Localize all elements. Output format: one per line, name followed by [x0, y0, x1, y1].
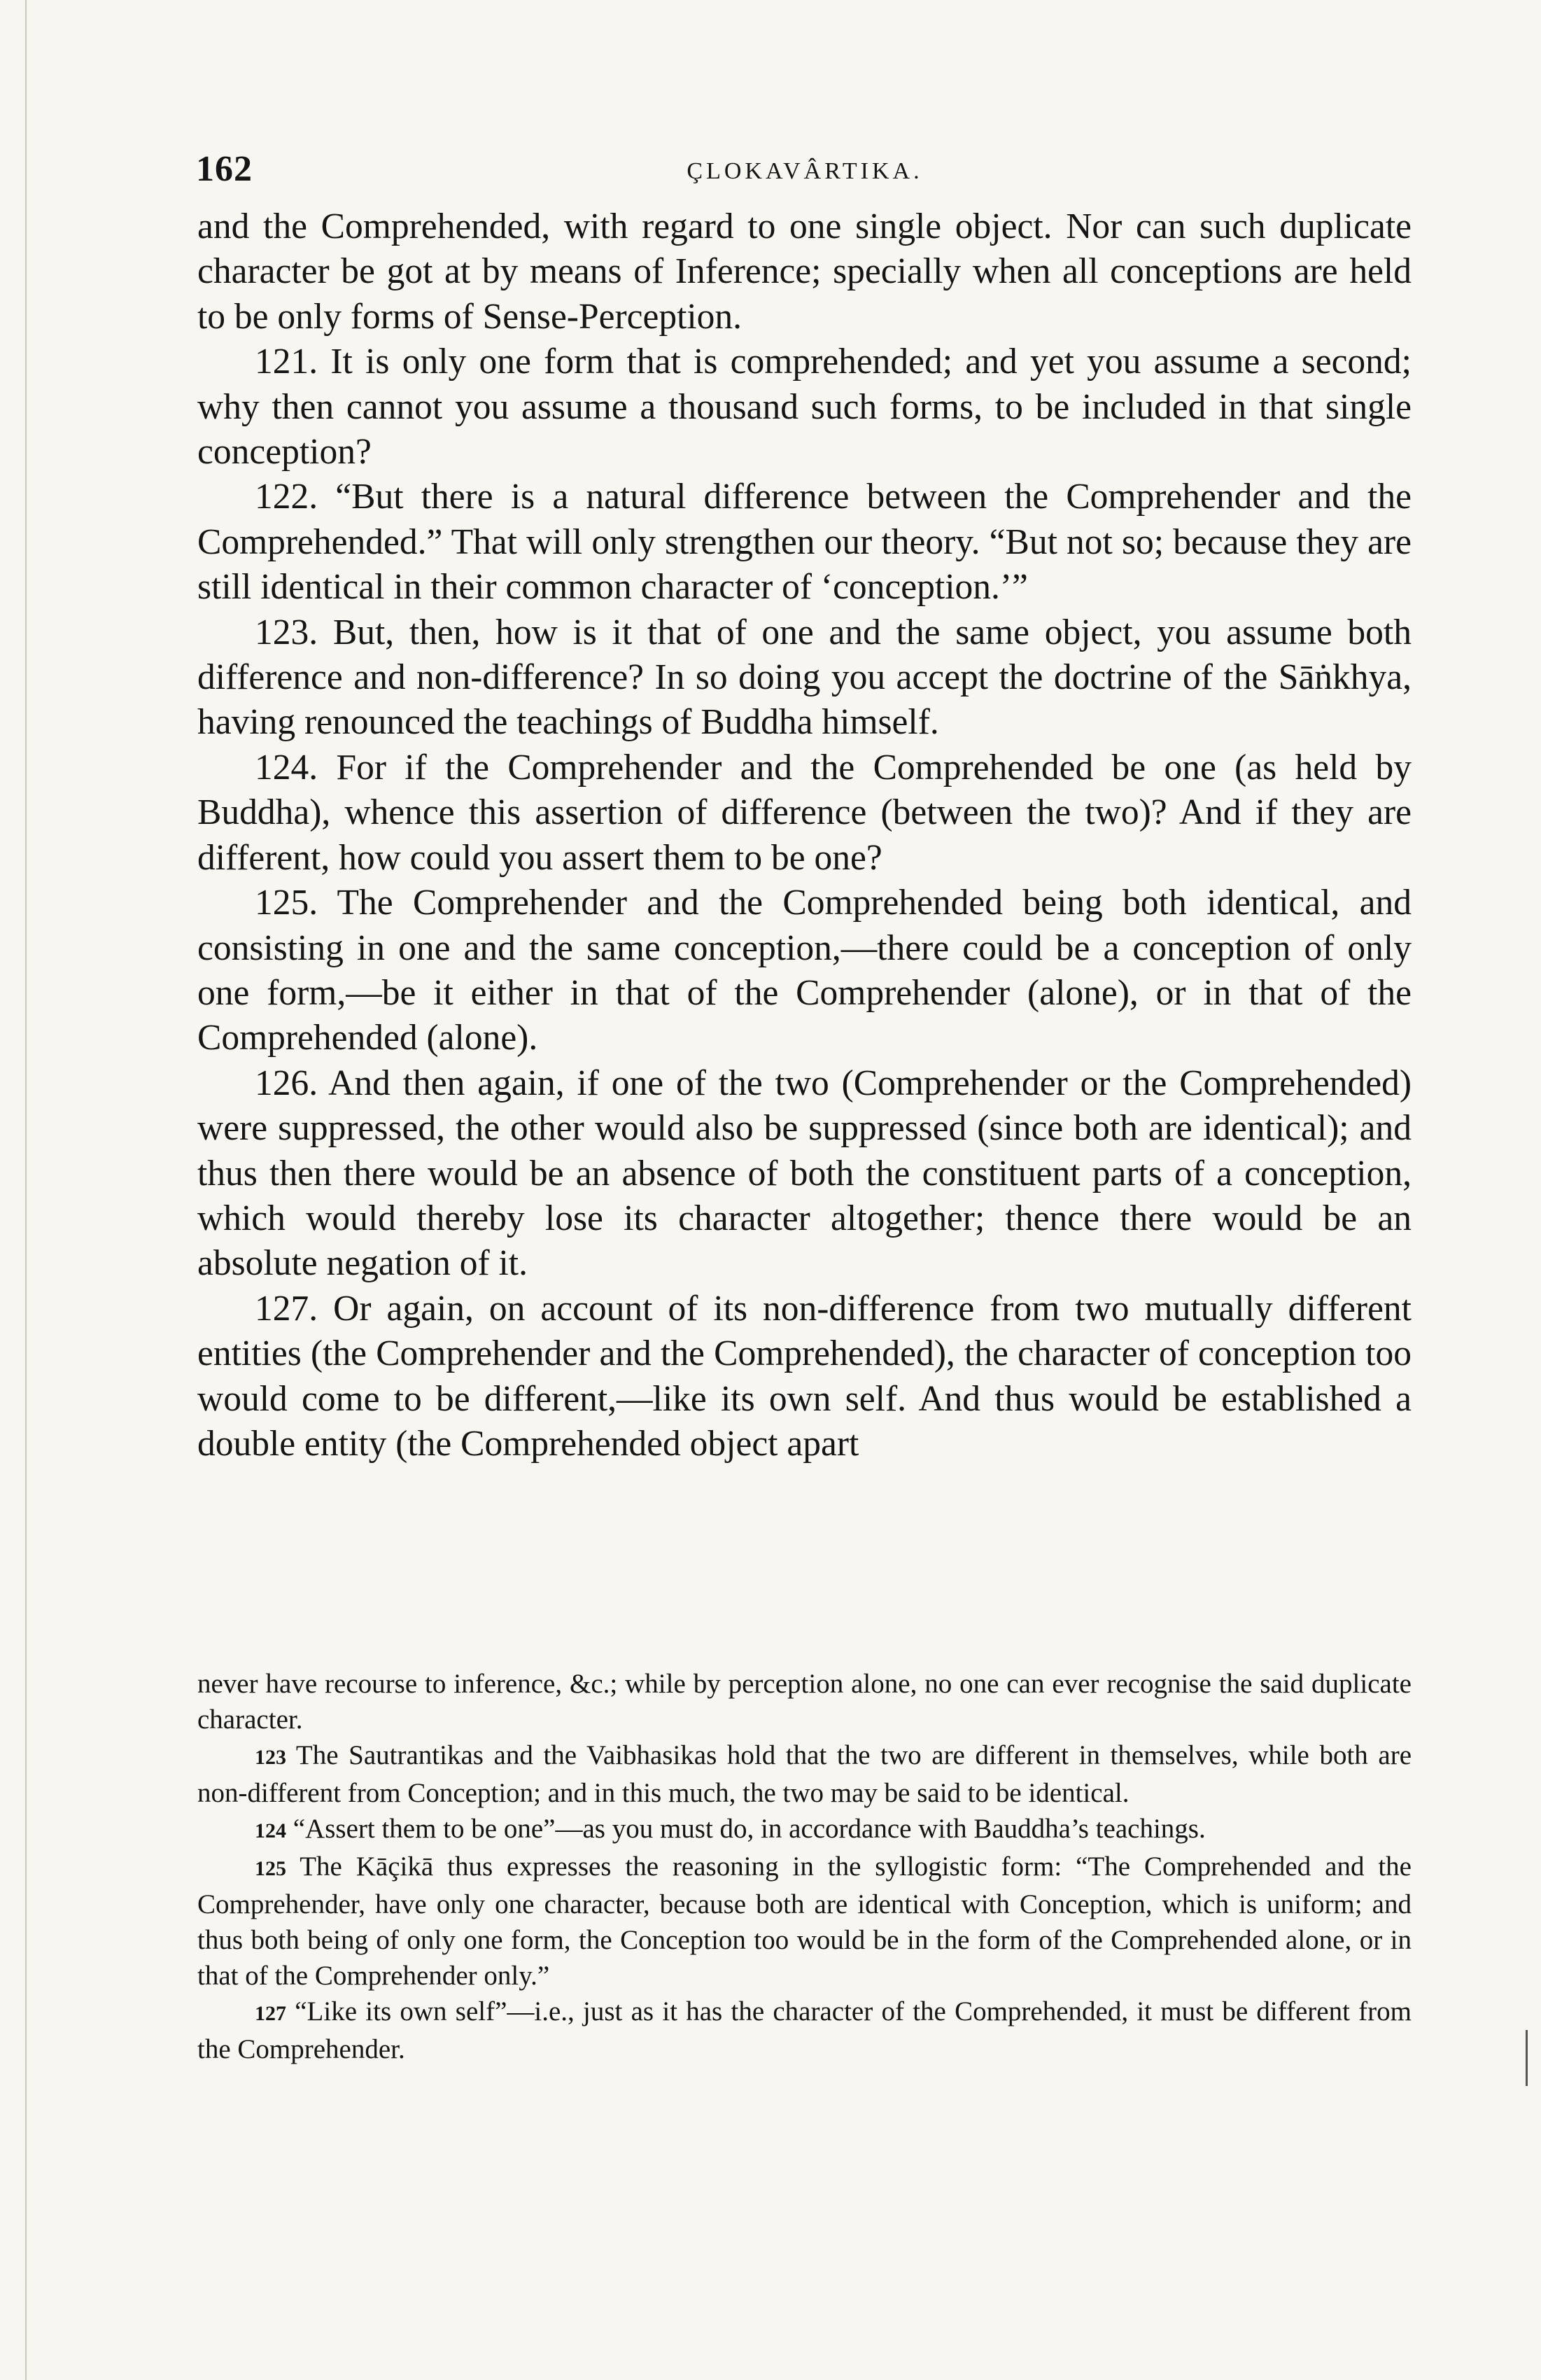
footnote-ref: 127	[255, 2002, 286, 2025]
scan-edge-mark	[1526, 2030, 1528, 2086]
footnote-text: “Like its own self”—i.e., just as it has the character of the Comprehended, it must be different from the Comprehender.	[197, 1996, 1412, 2064]
paragraph-127: 127. Or again, on account of its non-difference from two mutually different entities (the Comprehender and the Comprehended), the character of conception too would come to be different,—like its own self. And thus would be established a double entity (the Comprehended object apart	[197, 1288, 1412, 1464]
footnote-124	[197, 1811, 1412, 1849]
footnotes	[197, 1666, 1412, 2067]
footnote-125	[197, 1849, 1412, 1994]
page-number: 162	[196, 149, 253, 189]
footnote-123	[197, 1737, 1412, 1811]
main-text	[197, 204, 1412, 1466]
paragraph-123: 123. But, then, how is it that of one and the same object, you assume both difference and non-difference? In so doing you accept the doctrine of the Sāṅkhya, having renounced the teachings of Buddha himself.	[197, 612, 1412, 743]
scan-margin-line	[25, 0, 27, 2380]
footnote-ref: 125	[255, 1857, 286, 1880]
footnote-text: The Kāçikā thus expresses the reasoning in the syllogistic form: “The Comprehended and the Comprehender, have only one character, because both are identical with Conception, which is uniform; and thus both being of only one form, the Conception too would be in the form of the Comprehended alone, or in that of the Comprehender only.”	[197, 1851, 1412, 1991]
footnote-text: “Assert them to be one”—as you must do, in accordance with Bauddha’s teachings.	[293, 1814, 1206, 1844]
paragraph-124: 124. For if the Comprehender and the Comprehended be one (as held by Buddha), whence this assertion of difference (between the two)? And if they are different, how could you assert them to be one?	[197, 747, 1412, 878]
footnote-ref: 124	[255, 1819, 286, 1842]
footnote-127	[197, 1994, 1412, 2067]
footnote-continuation: never have recourse to inference, &c.; while by perception alone, no one can ever recognise the said duplicate character.	[197, 1669, 1412, 1735]
footnote-ref: 123	[255, 1746, 286, 1769]
paragraph-121: 121. It is only one form that is comprehended; and yet you assume a second; why then cannot you assume a thousand such forms, to be included in that single conception?	[197, 342, 1412, 472]
footnote-text: The Sautrantikas and the Vaibhasikas hold that the two are different in themselves, while both are non-different from Conception; and in this much, the two may be said to be identical.	[197, 1740, 1412, 1808]
paragraph-125: 125. The Comprehender and the Comprehended being both identical, and consisting in one and the same conception,—there could be a conception of only one form,—be it either in that of the Comprehender (alone), or in that of the Comprehended (alone).	[197, 883, 1412, 1058]
paragraph-continuation: and the Comprehended, with regard to one single object. Nor can such duplicate character be got at by means of Inference; specially when all conceptions are held to be only forms of Sense-Perception.	[197, 206, 1412, 337]
page-header	[196, 148, 1414, 197]
running-title: ÇLOKAVÂRTIKA.	[687, 158, 923, 184]
paragraph-126: 126. And then again, if one of the two (Comprehender or the Comprehended) were suppressed, the other would also be suppressed (since both are identical); and thus then there would be an absence of both the constituent parts of a conception, which would thereby lose its character altogether; thence there would be an absolute negation of it.	[197, 1063, 1412, 1284]
paragraph-122: 122. “But there is a natural difference between the Comprehender and the Comprehended.” That will only strengthen our theory. “But not so; because they are still identical in their common character of ‘conception.’”	[197, 477, 1412, 608]
